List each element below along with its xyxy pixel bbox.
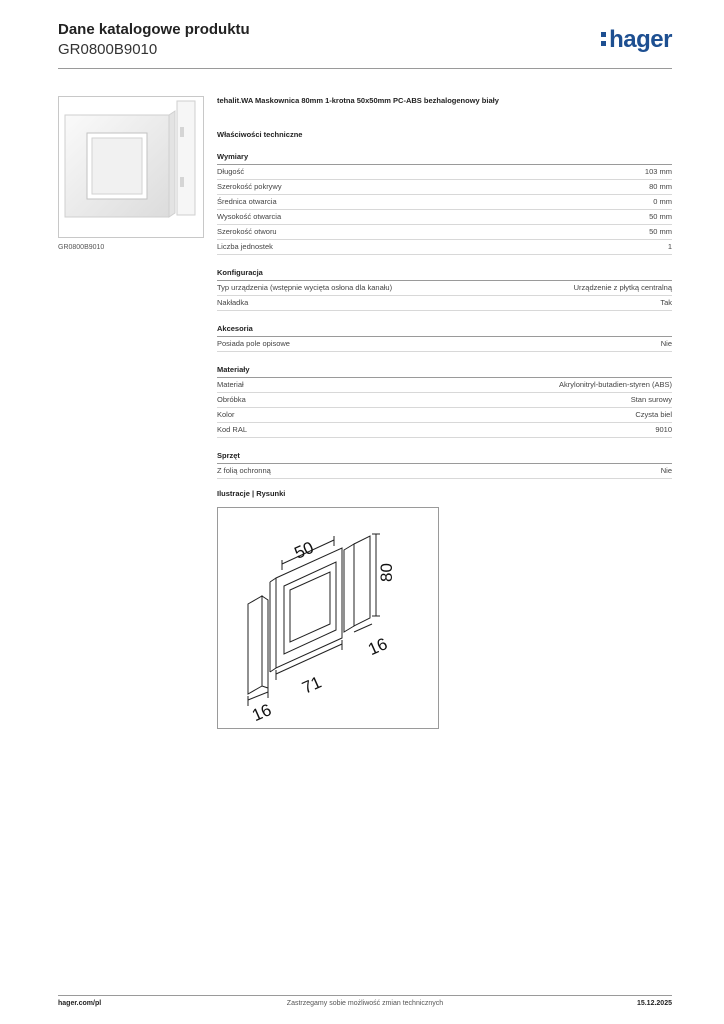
property-value: 50 mm [649, 212, 672, 221]
property-row [217, 281, 672, 296]
footer-website-link[interactable]: hager.com/pl [58, 1000, 102, 1007]
dim-label-right-depth: 16 [365, 634, 391, 660]
property-value: Czysta biel [635, 410, 672, 419]
property-row [217, 180, 672, 195]
dim-line-71 [276, 644, 342, 674]
photo-caption: GR0800B9010 [58, 244, 105, 251]
property-value: Tak [660, 298, 672, 307]
property-row [217, 165, 672, 180]
property-value: 80 mm [649, 182, 672, 191]
property-row [217, 225, 672, 240]
property-group [217, 152, 672, 255]
property-row [217, 210, 672, 225]
property-label: Szerokość otworu [217, 227, 277, 236]
dim-label-height: 80 [377, 563, 396, 582]
property-label: Liczba jednostek [217, 242, 273, 251]
header-divider [58, 68, 672, 69]
property-label: Szerokość pokrywy [217, 182, 282, 191]
property-row [217, 195, 672, 210]
property-label: Kolor [217, 410, 235, 419]
cover-frame-image [59, 97, 203, 237]
section-title: Właściwości techniczne [217, 130, 303, 139]
illustrations-title: Ilustracje | Rysunki [217, 489, 286, 498]
property-value: 9010 [655, 425, 672, 434]
dimension-drawing [217, 507, 439, 729]
property-label: Wysokość otwarcia [217, 212, 282, 221]
technical-data [217, 96, 672, 479]
property-label: Typ urządzenia (wstępnie wycięta osłona dla kanału) [217, 283, 393, 292]
frame-body [276, 548, 342, 668]
left-end-cap-side [262, 596, 268, 688]
property-row [217, 408, 672, 423]
property-value: Nie [660, 466, 672, 475]
property-label: Z folią ochronną [217, 466, 271, 475]
property-value: Nie [660, 339, 672, 348]
property-row [217, 337, 672, 352]
property-label: Średnica otwarcia [217, 197, 277, 206]
property-row [217, 378, 672, 393]
page-header [58, 20, 672, 68]
product-description: tehalit.WA Maskownica 80mm 1-krotna 50x50mm PC-ABS bezhalogenowy biały [217, 96, 499, 105]
property-label: Materiał [217, 380, 244, 389]
property-row [217, 296, 672, 311]
property-group [217, 451, 672, 479]
frame-inner [290, 572, 330, 642]
left-end-cap [248, 596, 262, 694]
document-title: Dane katalogowe produktu [58, 21, 250, 38]
property-label: Kod RAL [217, 425, 248, 434]
property-group [217, 365, 672, 438]
logo-text: hager [609, 26, 672, 53]
logo-colon-icon [601, 30, 607, 48]
hager-logo [601, 26, 672, 54]
property-label: Obróbka [217, 395, 246, 404]
property-value: 50 mm [649, 227, 672, 236]
property-value: 1 [667, 242, 672, 251]
property-group [217, 268, 672, 311]
group-title: Materiały [217, 365, 672, 378]
property-value: Akrylonitryl-butadien-styren (ABS) [559, 380, 672, 389]
property-row [217, 393, 672, 408]
property-group [217, 324, 672, 352]
product-photo [58, 96, 204, 238]
property-row [217, 464, 672, 479]
group-title: Wymiary [217, 152, 672, 165]
property-value: Stan surowy [630, 395, 672, 404]
dim-line-16-left [248, 692, 268, 700]
property-row [217, 423, 672, 438]
group-title: Konfiguracja [217, 268, 672, 281]
right-end-cap-side [344, 544, 354, 632]
dim-label-width-opening: 50 [291, 537, 317, 563]
property-value: 103 mm [644, 167, 672, 176]
frame-opening [284, 562, 336, 654]
property-value: 0 mm [653, 197, 672, 206]
property-value: Urządzenie z płytką centralną [573, 283, 672, 292]
group-title: Akcesoria [217, 324, 672, 337]
footer-divider [58, 995, 672, 996]
product-code: GR0800B9010 [58, 41, 158, 58]
dimension-drawing-svg [218, 508, 438, 728]
property-label: Posiada pole opisowe [217, 339, 290, 348]
right-end-cap [354, 536, 370, 626]
property-groups [217, 152, 672, 479]
footer-date: 15.12.2025 [636, 1000, 672, 1007]
footer-disclaimer: Zastrzegamy sobie możliwość zmian technicznych [286, 1000, 444, 1007]
property-label: Nakładka [217, 298, 249, 307]
property-label: Długość [217, 167, 245, 176]
property-row [217, 240, 672, 255]
group-title: Sprzęt [217, 451, 672, 464]
dim-label-total-width: 71 [299, 672, 325, 698]
dim-label-left-depth: 16 [249, 700, 275, 726]
